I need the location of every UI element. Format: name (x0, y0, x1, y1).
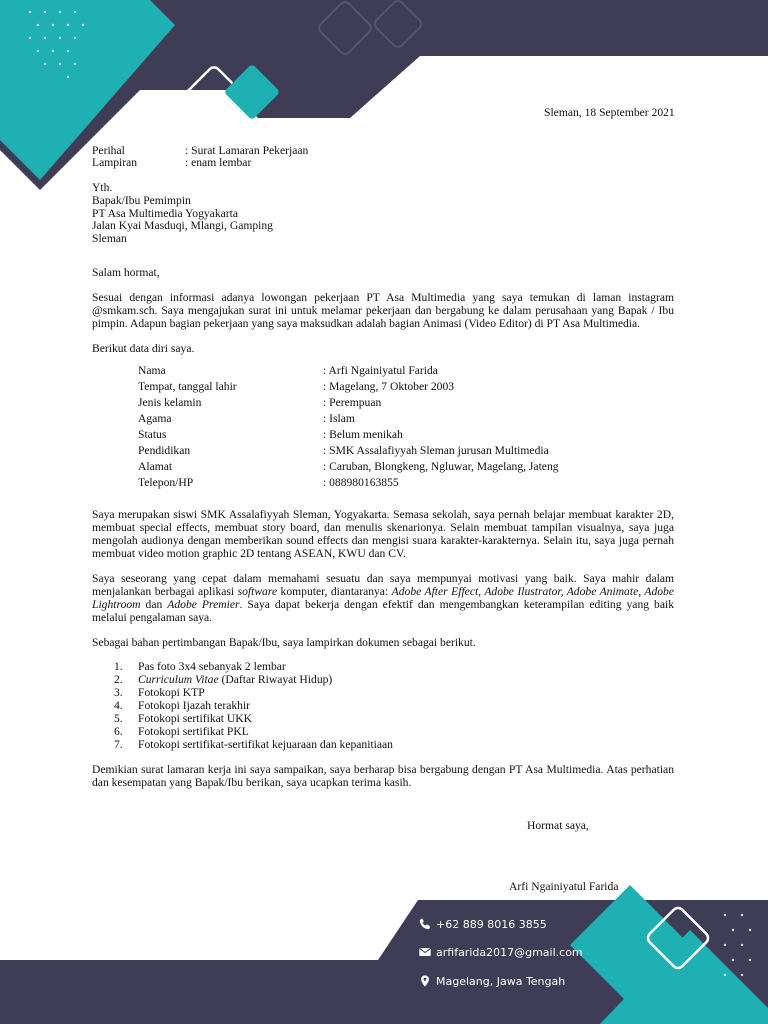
personal-label: Agama (138, 412, 172, 425)
personal-label: Telepon/HP (138, 476, 194, 489)
paragraph-closing: Demikian surat lamaran kerja ini saya sampaikan, saya berharap bisa bergabung dengan PT Asa Multimedia. Atas perhatian dan kesempatan yang Bapak/Ibu berikan, saya ucapkan terima kasih. (92, 763, 674, 789)
doc-number: 2. (114, 673, 123, 686)
skills-text: komputer, diantaranya: (277, 585, 392, 598)
skills-text: . Saya dapat bekerja dengan efektif dan mengembangkan keterampilan editing yang baik melalui pengalaman saya. (92, 598, 675, 624)
recipient-line: Bapak/Ibu Pemimpin (92, 194, 191, 207)
recipient-line: PT Asa Multimedia Yogyakarta (92, 207, 238, 220)
map-pin-icon (418, 974, 432, 988)
recipient-line: Yth. (92, 181, 113, 194)
personal-value: : Islam (323, 412, 355, 425)
phone-icon (418, 917, 432, 931)
doc-item-italic: Curriculum Vitae (138, 673, 219, 686)
personal-value: : Perempuan (323, 396, 382, 409)
personal-label: Status (138, 428, 167, 441)
skills-text: dan (140, 598, 168, 611)
personal-label: Pendidikan (138, 444, 191, 457)
recipient-line: Jalan Kyai Masduqi, Mlangi, Gamping (92, 219, 273, 232)
envelope-icon (418, 945, 432, 959)
personal-data-intro: Berikut data diri saya. (92, 342, 195, 355)
doc-number: 6. (114, 725, 123, 738)
documents-intro: Sebagai bahan pertimbangan Bapak/Ibu, saya lampirkan dokumen sebagai berikut. (92, 636, 476, 649)
doc-item: Fotokopi KTP (138, 686, 205, 699)
personal-label: Nama (138, 364, 166, 377)
skills-apps: Adobe After Effect, Adobe Ilustrator, Adobe Animate, Adobe Lightroom (92, 585, 674, 611)
skills-premier: Adobe Premier (167, 598, 240, 611)
personal-label: Jenis kelamin (138, 396, 202, 409)
personal-value: : SMK Assalafiyyah Sleman jurusan Multimedia (323, 444, 549, 457)
contact-phone-text: +62 889 8016 3855 (436, 917, 547, 931)
lampiran-label: Lampiran (92, 156, 138, 169)
doc-number: 5. (114, 712, 123, 725)
paragraph-experience: Saya merupakan siswi SMK Assalafiyyah Sleman, Yogyakarta. Semasa sekolah, saya pernah belajar membuat karakter 2D, membuat special effects, membuat story board, dan menulis skenarionya. Selain membuat tampilan visualnya, saya juga mengolah audionya dengan memberikan sound effects dan mengisi suara karakter-karakternya. Selain itu, saya juga pernah membuat video motion graphic 2D tentang ASEAN, KWU dan CV. (92, 508, 674, 560)
personal-value: : Arfi Ngainiyatul Farida (323, 364, 438, 377)
doc-item: Fotokopi sertifikat UKK (138, 712, 252, 725)
doc-number: 3. (114, 686, 123, 699)
skills-text: Saya seseorang yang cepat dalam memahami sesuatu dan saya mempunyai motivasi yang baik. Saya mahir dalam menjalankan berbagai aplikasi (92, 572, 674, 598)
doc-item-text: (Daftar Riwayat Hidup) (218, 673, 333, 686)
doc-number: 1. (114, 660, 123, 673)
doc-item: Fotokopi sertifikat-sertifikat kejuaraan dan kepanitiaan (138, 738, 393, 751)
contact-phone[interactable] (418, 917, 547, 931)
doc-item: Pas foto 3x4 sebanyak 2 lembar (138, 660, 286, 673)
contact-email[interactable] (418, 945, 583, 959)
signer-name: Arfi Ngainiyatul Farida (509, 880, 619, 893)
contact-location[interactable] (418, 974, 565, 988)
greeting: Salam hormat, (92, 266, 160, 279)
doc-number: 7. (114, 738, 123, 751)
paragraph-skills (92, 572, 674, 624)
doc-item: Fotokopi sertifikat PKL (138, 725, 249, 738)
doc-item (138, 673, 332, 686)
letter-date: Sleman, 18 September 2021 (544, 106, 675, 119)
personal-value: : Caruban, Blongkeng, Ngluwar, Magelang, Jateng (323, 460, 559, 473)
sign-off: Hormat saya, (527, 819, 589, 832)
personal-value: : 088980163855 (323, 476, 399, 489)
doc-number: 4. (114, 699, 123, 712)
contact-email-text: arfifarida2017@gmail.com (436, 945, 583, 959)
paragraph-intro: Sesuai dengan informasi adanya lowongan pekerjaan PT Asa Multimedia yang saya temukan di laman instagram @smkam.sch. Saya mengajukan surat ini untuk melamar pekerjaan dan bergabung ke dalam perusahaan yang Bapak / Ibu pimpin. Adapun bagian pekerjaan yang saya maksudkan adalah bagian Animasi (Video Editor) di PT Asa Multimedia. (92, 291, 674, 330)
lampiran-value: : enam lembar (185, 156, 252, 169)
personal-value: : Magelang, 7 Oktober 2003 (323, 380, 455, 393)
personal-label: Tempat, tanggal lahir (138, 380, 237, 393)
perihal-label: Perihal (92, 144, 125, 157)
perihal-value: : Surat Lamaran Pekerjaan (185, 144, 309, 157)
skills-software: software (237, 585, 278, 598)
recipient-line: Sleman (92, 232, 127, 245)
doc-item: Fotokopi Ijazah terakhir (138, 699, 251, 712)
personal-label: Alamat (138, 460, 173, 473)
personal-value: : Belum menikah (323, 428, 403, 441)
contact-location-text: Magelang, Jawa Tengah (436, 974, 566, 988)
